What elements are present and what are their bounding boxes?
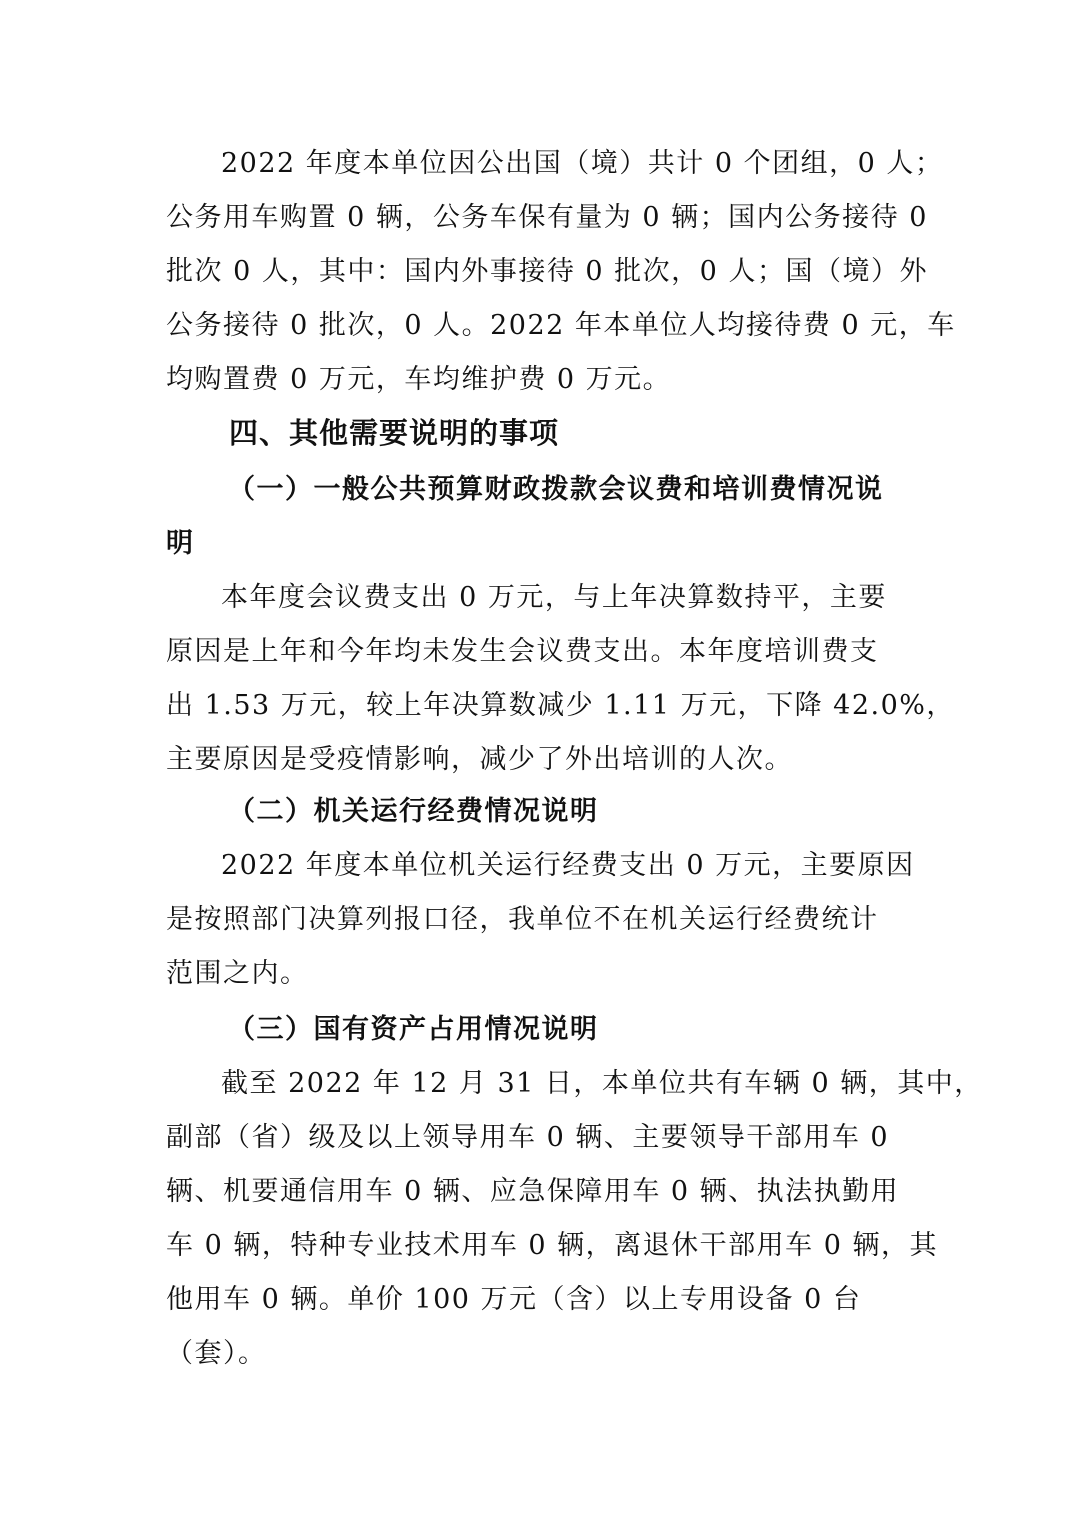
subsection-1-line-4: 主要原因是受疫情影响，减少了外出培训的人次。 [166, 744, 793, 775]
paragraph-1-line-3: 批次 0 人，其中：国内外事接待 0 批次，0 人；国（境）外 [166, 256, 928, 287]
subsection-3-line-4: 车 0 辆，特种专业技术用车 0 辆，离退休干部用车 0 辆，其 [166, 1230, 939, 1261]
subsection-3-line-5: 他用车 0 辆。单价 100 万元（含）以上专用设备 0 台 [166, 1284, 862, 1315]
subsection-1-heading-line-2: 明 [166, 528, 195, 559]
paragraph-1-line-2: 公务用车购置 0 辆，公务车保有量为 0 辆；国内公务接待 0 [166, 202, 928, 233]
paragraph-1-line-5: 均购置费 0 万元，车均维护费 0 万元。 [166, 364, 672, 395]
subsection-2-line-1: 2022 年度本单位机关运行经费支出 0 万元，主要原因 [221, 850, 915, 881]
subsection-3-line-3: 辆、机要通信用车 0 辆、应急保障用车 0 辆、执法执勤用 [166, 1176, 900, 1207]
subsection-3-line-6: （套）。 [166, 1338, 267, 1369]
subsection-2-heading: （二）机关运行经费情况说明 [228, 796, 599, 827]
subsection-1-heading-line-1: （一）一般公共预算财政拨款会议费和培训费情况说 [228, 474, 884, 505]
paragraph-1-line-4: 公务接待 0 批次，0 人。2022 年本单位人均接待费 0 元，车 [166, 310, 956, 341]
subsection-3-heading: （三）国有资产占用情况说明 [228, 1014, 599, 1045]
subsection-1-line-3: 出 1.53 万元，较上年决算数减少 1.11 万元，下降 42.0%， [166, 690, 955, 721]
subsection-2-line-3: 范围之内。 [166, 958, 309, 989]
paragraph-1-line-1: 2022 年度本单位因公出国（境）共计 0 个团组，0 人； [221, 148, 944, 179]
subsection-1-line-2: 原因是上年和今年均未发生会议费支出。本年度培训费支 [166, 636, 879, 667]
subsection-1-line-1: 本年度会议费支出 0 万元，与上年决算数持平，主要 [221, 582, 887, 613]
subsection-3-line-2: 副部（省）级及以上领导用车 0 辆、主要领导干部用车 0 [166, 1122, 890, 1153]
subsection-3-line-1: 截至 2022 年 12 月 31 日，本单位共有车辆 0 辆，其中， [221, 1068, 983, 1099]
section-4-heading: 四、其他需要说明的事项 [229, 416, 560, 450]
subsection-2-line-2: 是按照部门决算列报口径，我单位不在机关运行经费统计 [166, 904, 879, 935]
